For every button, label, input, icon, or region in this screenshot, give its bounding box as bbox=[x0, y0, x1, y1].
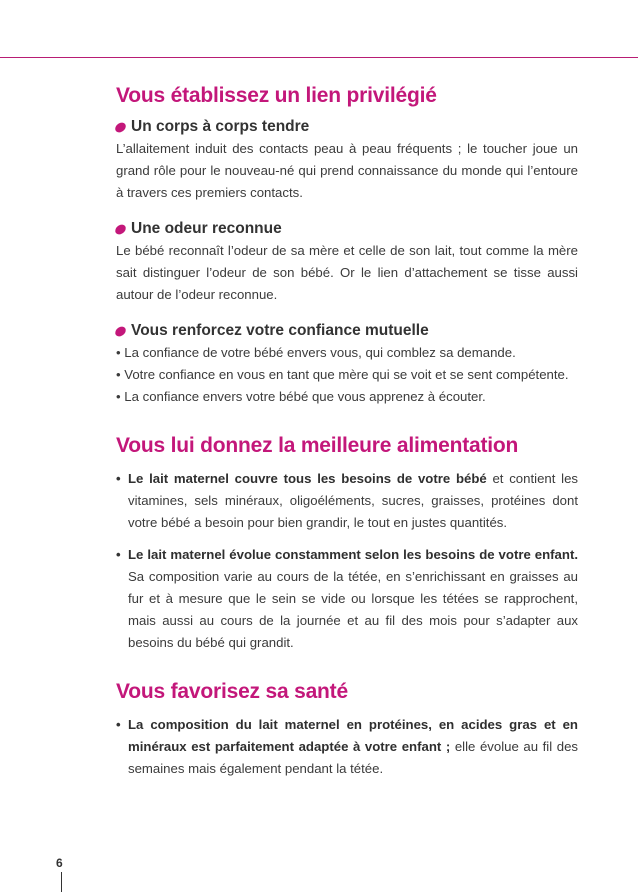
pink-bullet-icon bbox=[113, 324, 128, 337]
paragraph: Le bébé reconnaît l’odeur de sa mère et celle de son lait, tout comme la mère sait distinguer l’odeur de son bébé. Or le lien d’attachement se tisse aussi autour de l’odeur reconnue. bbox=[116, 243, 578, 302]
subsection-heading-text: Une odeur reconnue bbox=[131, 220, 282, 237]
list-item-bold: Le lait maternel couvre tous les besoins de votre bébé bbox=[128, 471, 487, 486]
subsection-confiance-mutuelle bbox=[116, 322, 578, 408]
nutrition-list bbox=[116, 468, 578, 654]
subsection-corps-a-corps bbox=[116, 118, 578, 204]
subsection-heading-text: Un corps à corps tendre bbox=[131, 118, 310, 135]
section-title: Vous favorisez sa santé bbox=[116, 680, 348, 703]
section-meilleure-alimentation bbox=[116, 434, 578, 654]
section-sante bbox=[116, 680, 578, 780]
confidence-list bbox=[116, 342, 578, 408]
subsection-heading bbox=[116, 118, 578, 136]
section-lien-privilegie bbox=[116, 84, 578, 408]
paragraph: L’allaitement induit des contacts peau à peau fréquents ; le toucher joue un grand rôle pour le nouveau-né qui prend connaissance du monde qui l’entoure à travers ces premiers contacts. bbox=[116, 141, 578, 200]
page-content bbox=[116, 84, 578, 790]
list-item: • La confiance de votre bébé envers vous, qui comblez sa demande. bbox=[116, 345, 516, 360]
health-list bbox=[116, 714, 578, 780]
list-item-text: et contient les vitamines, sels minéraux, oligoéléments, sucres, graisses, protéines dont votre bébé a besoin pour bien grandir, le tout en justes quantités. bbox=[128, 471, 578, 530]
list-item bbox=[116, 468, 578, 534]
section-title: Vous lui donnez la meilleure alimentation bbox=[116, 434, 519, 457]
list-item-bold: Le lait maternel évolue constamment selon les besoins de votre enfant. bbox=[128, 547, 578, 562]
list-item bbox=[116, 714, 578, 780]
pink-bullet-icon bbox=[113, 120, 128, 133]
footer-rule bbox=[61, 872, 62, 892]
subsection-heading-text: Vous renforcez votre confiance mutuelle bbox=[131, 322, 429, 339]
header-rule bbox=[0, 57, 638, 58]
pink-bullet-icon bbox=[113, 222, 128, 235]
subsection-odeur-reconnue bbox=[116, 220, 578, 306]
section-title: Vous établissez un lien privilégié bbox=[116, 84, 437, 107]
subsection-heading bbox=[116, 322, 578, 340]
list-item-bold: La composition du lait maternel en protéines, en acides gras et en minéraux est parfaitement adaptée à votre enfant ; bbox=[128, 717, 578, 754]
page-number: 6 bbox=[56, 856, 63, 870]
list-item: • La confiance envers votre bébé que vous apprenez à écouter. bbox=[116, 389, 486, 404]
list-item-text: elle évolue au fil des semaines mais également pendant la tétée. bbox=[128, 739, 578, 776]
subsection-heading bbox=[116, 220, 578, 238]
list-item-text: Sa composition varie au cours de la tétée, en s’enrichissant en graisses au fur et à mesure que le sein se vide ou lorsque les tétées se rapprochent, mais aussi au cours de la journée et au fil des mois pour s’adapter aux besoins du bébé qui grandit. bbox=[128, 569, 578, 650]
list-item: • Votre confiance en vous en tant que mère qui se voit et se sent compétente. bbox=[116, 367, 569, 382]
list-item bbox=[116, 544, 578, 654]
